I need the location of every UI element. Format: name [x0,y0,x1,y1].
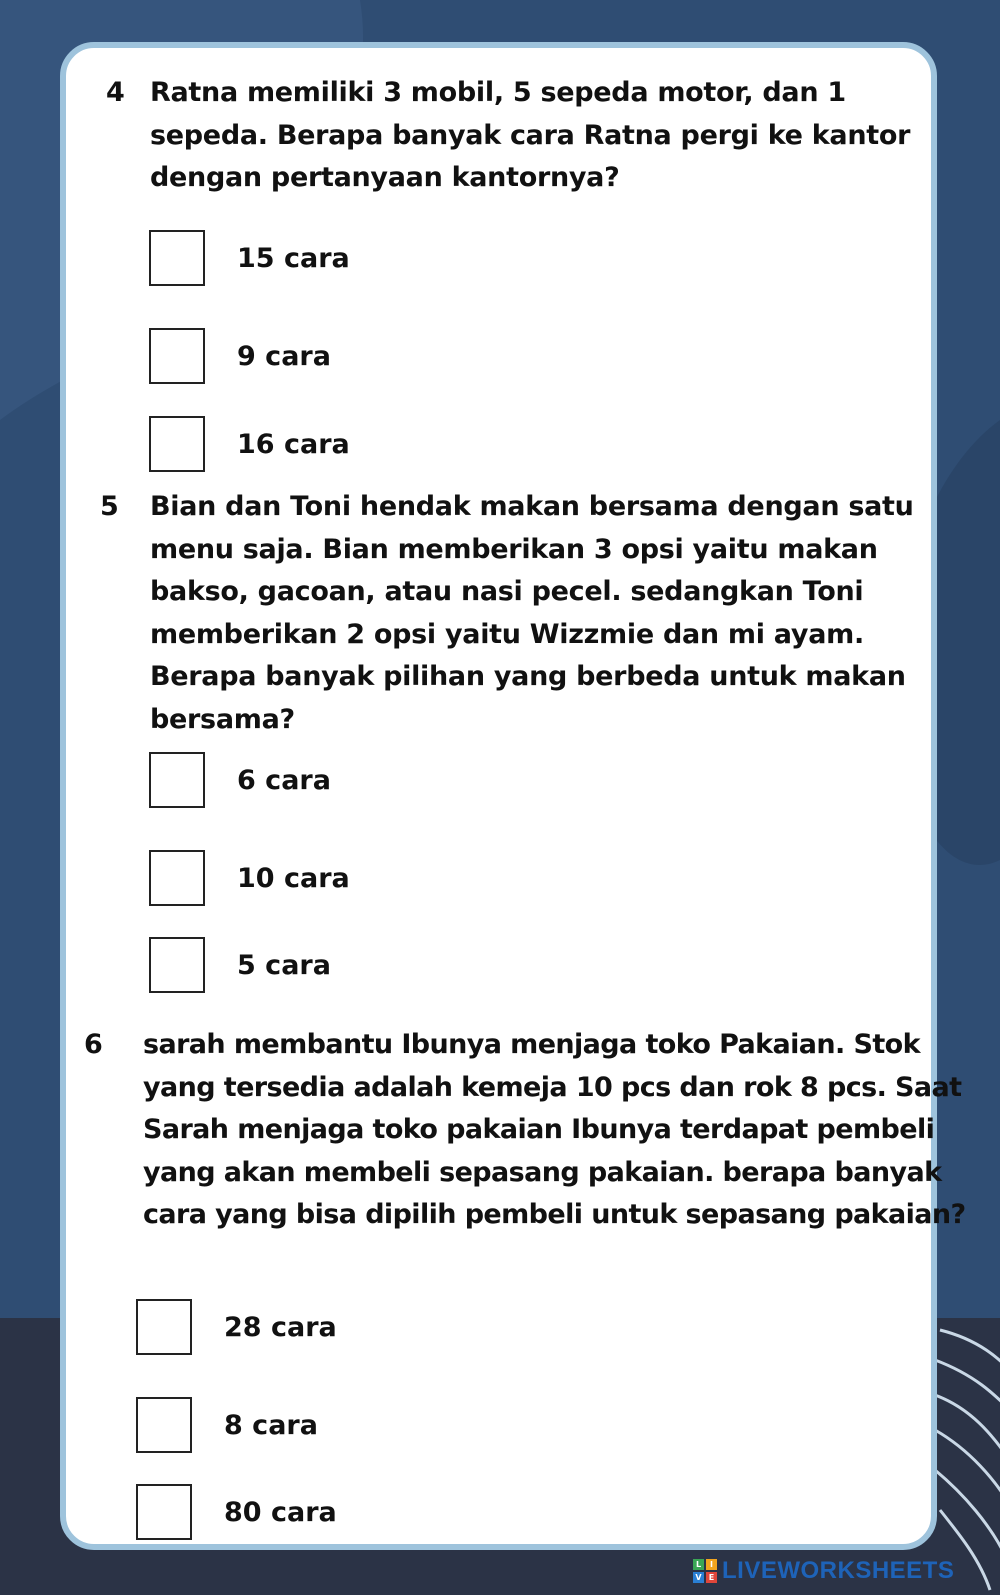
liveworksheets-logo [693,1558,954,1584]
logo-letter: V [693,1572,704,1583]
answer-checkbox[interactable] [149,752,205,808]
question-number: 5 [100,491,119,522]
question-text [143,1024,966,1237]
answer-checkbox[interactable] [136,1299,192,1355]
answer-checkbox[interactable] [149,937,205,993]
answer-option[interactable] [149,848,350,908]
answer-label: 5 cara [237,949,331,981]
answer-label: 28 cara [224,1311,337,1343]
logo-letter: I [706,1559,717,1570]
question-line: yang akan membeli sepasang pakaian. berapa banyak [143,1156,942,1188]
answer-checkbox[interactable] [136,1397,192,1453]
answer-option[interactable] [149,228,350,288]
logo-letter: E [706,1572,717,1583]
answer-label: 8 cara [224,1409,318,1441]
question-text [150,486,914,741]
answer-checkbox[interactable] [136,1484,192,1540]
question-line: Bian dan Toni hendak makan bersama dengan satu [150,491,914,522]
answer-checkbox[interactable] [149,328,205,384]
answer-option[interactable] [136,1297,337,1357]
question-line: dengan pertanyaan kantornya? [150,162,620,193]
question-line: memberikan 2 opsi yaitu Wizzmie dan mi ayam. [150,618,864,650]
answer-label: 10 cara [237,862,350,894]
answer-option[interactable] [149,935,331,995]
question-line: Ratna memiliki 3 mobil, 5 sepeda motor, dan 1 [150,77,846,108]
answer-checkbox[interactable] [149,230,205,286]
logo-grid-icon [693,1559,717,1583]
answer-checkbox[interactable] [149,416,205,472]
logo-letter: L [693,1559,704,1570]
answer-option[interactable] [149,414,350,474]
question-number: 4 [106,77,125,108]
answer-option[interactable] [136,1482,337,1542]
answer-option[interactable] [149,750,331,810]
question-line: Berapa banyak pilihan yang berbeda untuk makan [150,661,906,692]
question-line: sepeda. Berapa banyak cara Ratna pergi ke kantor [150,119,911,151]
question-line: bakso, gacoan, atau nasi pecel. sedangkan Toni [150,576,864,607]
question-line: yang tersedia adalah kemeja 10 pcs dan rok 8 pcs. Saat [143,1071,962,1103]
question-line: menu saja. Bian memberikan 3 opsi yaitu makan [150,533,878,565]
answer-checkbox[interactable] [149,850,205,906]
question-line: sarah membantu Ibunya menjaga toko Pakaian. Stok [143,1029,920,1060]
answer-label: 9 cara [237,340,331,372]
answer-option[interactable] [149,326,331,386]
logo-text: LIVEWORKSHEETS [722,1557,955,1584]
question-line: cara yang bisa dipilih pembeli untuk sepasang pakaian? [143,1199,966,1230]
answer-label: 80 cara [224,1496,337,1528]
answer-label: 6 cara [237,764,331,796]
question-line: Sarah menjaga toko pakaian Ibunya terdapat pembeli [143,1114,935,1145]
answer-label: 15 cara [237,242,350,274]
question-line: bersama? [150,703,295,735]
answer-label: 16 cara [237,428,350,460]
answer-option[interactable] [136,1395,318,1455]
question-text [150,72,910,200]
question-number: 6 [84,1029,103,1060]
